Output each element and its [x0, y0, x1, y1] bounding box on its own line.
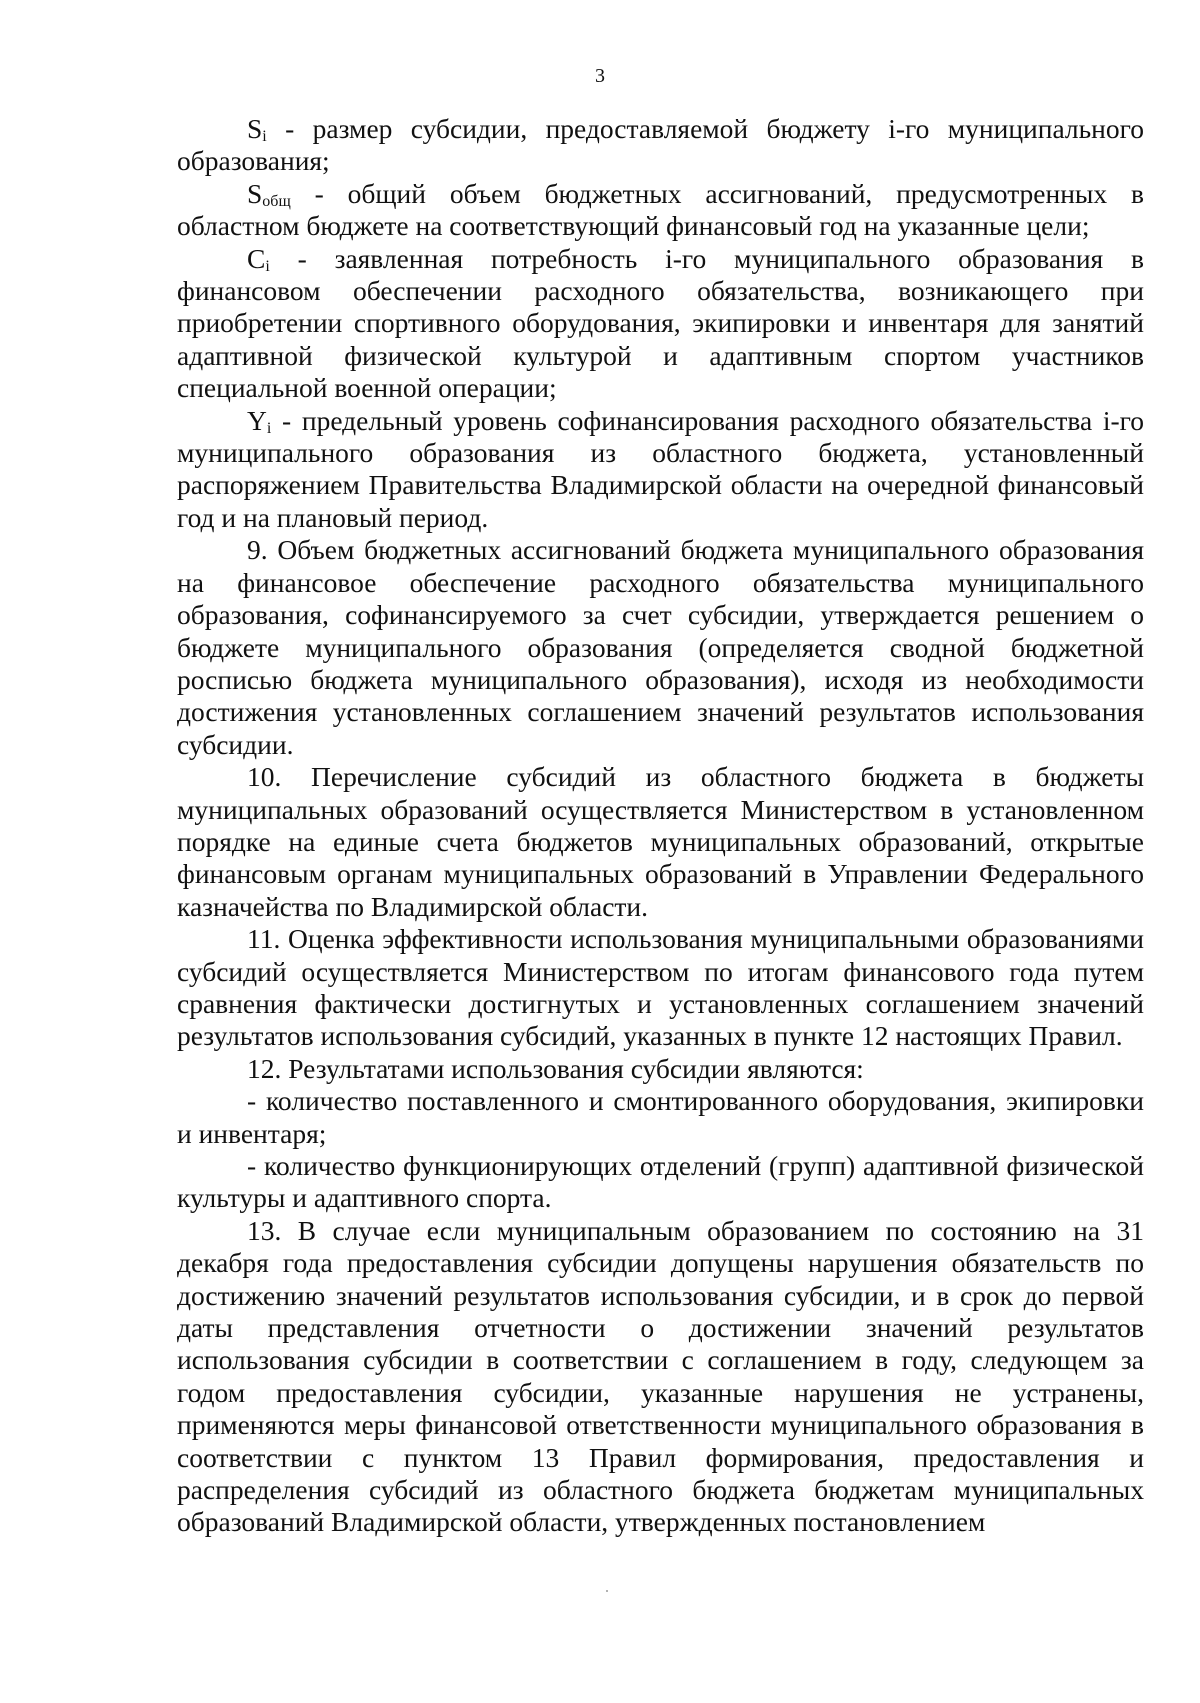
paragraph-9: 9. Объем бюджетных ассигнований бюджета муниципального образования на финансовое обеспечение расходного обязательства муниципального образования, софинансируемого за счет субсидии, утверждается решением о бюджете муниципального образования (определяется сводной бюджетной росписью бюджета муниципального образования), исходя из необходимости достижения установленных соглашением значений результатов использования субсидии. — [177, 534, 1144, 760]
subscript-i: i — [266, 419, 272, 437]
symbol-y: Y — [247, 404, 267, 436]
paragraph-12: 12. Результатами использования субсидии являются: — [247, 1052, 864, 1084]
document-body — [177, 113, 1144, 1539]
subscript-i: i — [265, 257, 270, 275]
page-number: 3 — [595, 65, 605, 87]
subscript-i: i — [262, 128, 267, 145]
definition-text: - размер субсидии, предоставляемой бюджету i-го муниципального образования; — [177, 113, 1144, 177]
definition-text: - заявленная потребность i-го муниципального образования в финансовом обеспечении расходного обязательства, возникающего при приобретении спортивного оборудования, экипировки и инвентаря для занятий адаптивной физической культурой и адаптивным спортом участников специальной военной операции; — [177, 242, 1144, 404]
scan-speck — [606, 1590, 608, 1592]
symbol-s: S — [247, 177, 263, 209]
definition-sobsch — [177, 178, 1144, 243]
definition-text: - предельный уровень софинансирования расходного обязательства i-го муниципального образования из областного бюджета, установленный распоряжением Правительства Владимирской области на очередной финансовый год и на плановый период. — [177, 404, 1144, 533]
list-item: - количество поставленного и смонтированного оборудования, экипировки и инвентаря; — [177, 1085, 1144, 1149]
definition-text: - общий объем бюджетных ассигнований, предусмотренных в областном бюджете на соответствующий финансовый год на указанные цели; — [177, 177, 1144, 242]
paragraph-13: 13. В случае если муниципальным образованием по состоянию на 31 декабря года предоставления субсидии допущены нарушения обязательств по достижению значений результатов использования субсидии, и в срок до первой даты представления отчетности о достижении значений результатов использования субсидии в соответствии с соглашением в году, следующем за годом предоставления субсидии, указанные нарушения не устранены, применяются меры финансовой ответственности муниципального образования в соответствии с пунктом 13 Правил формирования, предоставления и распределения субсидий из областного бюджета бюджетам муниципальных образований Владимирской области, утвержденных постановлением — [177, 1214, 1144, 1538]
symbol-c: C — [247, 242, 266, 274]
list-item: - количество функционирующих отделений (групп) адаптивной физической культуры и адаптивного спорта. — [177, 1150, 1144, 1214]
subscript-obsch: общ — [262, 192, 291, 210]
symbol-s: S — [247, 113, 263, 144]
definition-yi — [177, 405, 1144, 535]
definition-si — [177, 113, 1144, 178]
paragraph-10: 10. Перечисление субсидий из областного бюджета в бюджеты муниципальных образований осуществляется Министерством в установленном порядке на единые счета бюджетов муниципальных образований, открытые финансовым органам муниципальных образований в Управлении Федерального казначейства по Владимирской области. — [177, 761, 1144, 922]
definition-ci — [177, 243, 1144, 405]
paragraph-11: 11. Оценка эффективности использования муниципальными образованиями субсидий осуществляется Министерством по итогам финансового года путем сравнения фактически достигнутых и установленных соглашением значений результатов использования субсидий, указанных в пункте 12 настоящих Правил. — [177, 923, 1144, 1052]
